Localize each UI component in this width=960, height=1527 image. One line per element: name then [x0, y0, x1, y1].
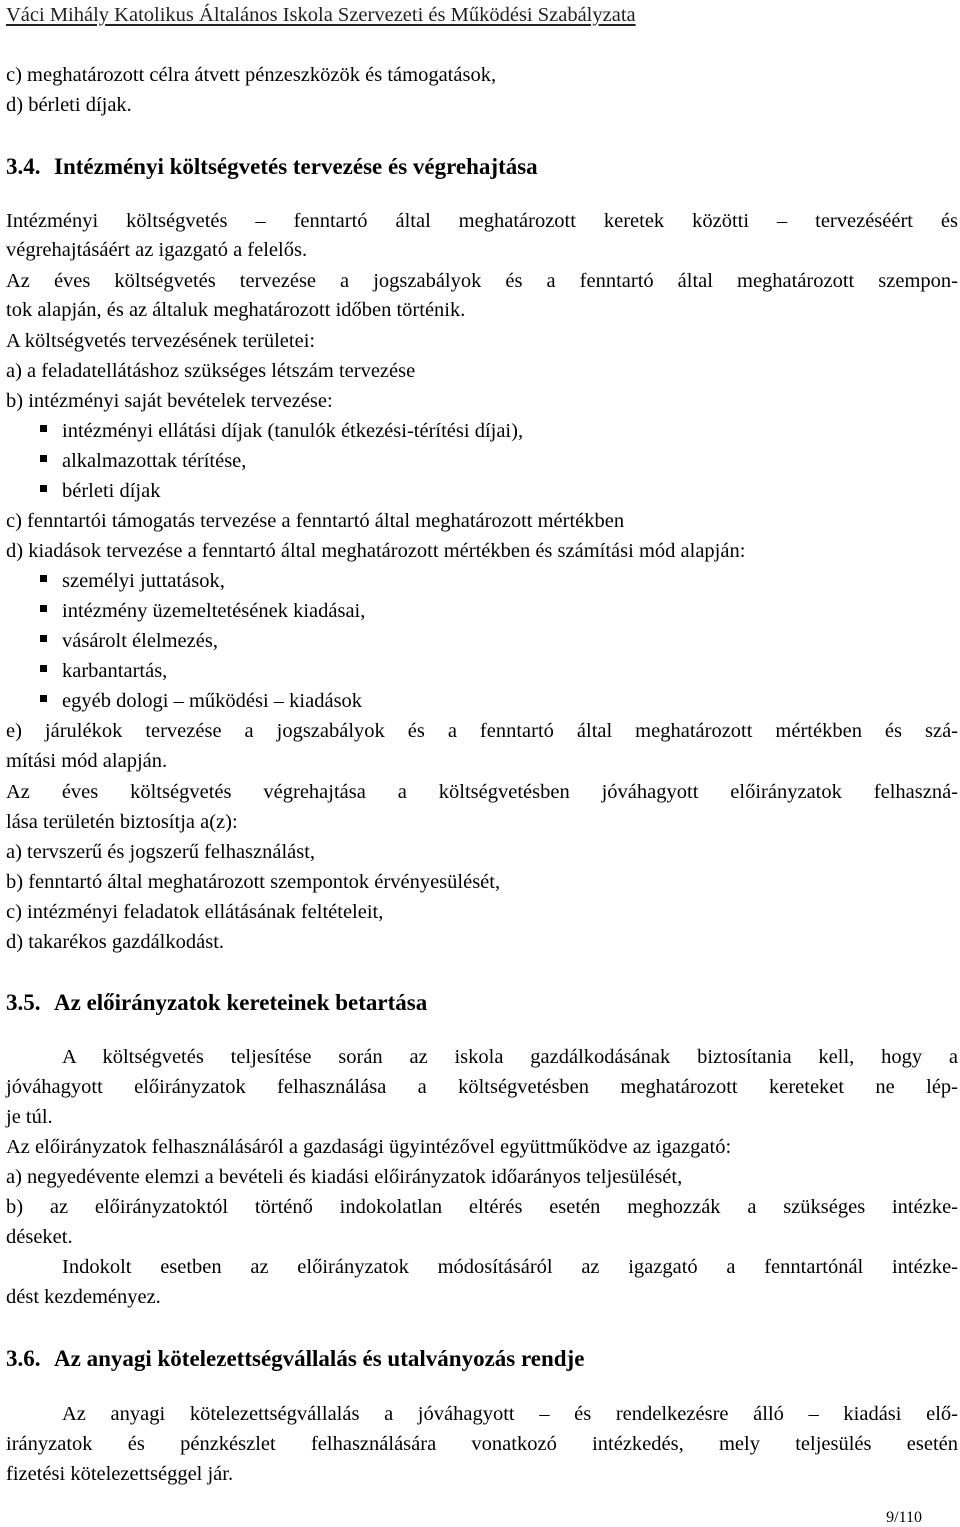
list-item: b) az előirányzatoktól történő indokolatlan eltérés esetén meghozzák a szükséges intézke- — [6, 1196, 958, 1218]
bullet-square-icon — [40, 485, 47, 492]
bullet-square-icon — [40, 575, 47, 582]
paragraph-line: A költségvetés teljesítése során az iskola gazdálkodásának biztosítania kell, hogy a — [62, 1046, 958, 1068]
list-item: d) kiadások tervezése a fenntartó által meghatározott mértékben és számítási mód alapján: — [6, 540, 746, 562]
paragraph-line: dést kezdeményez. — [6, 1286, 161, 1308]
bullet-item: intézményi ellátási díjak (tanulók étkezési-térítési díjai), — [40, 421, 523, 442]
paragraph-line: je túl. — [6, 1106, 53, 1128]
section-title: Intézményi költségvetés tervezése és végrehajtása — [54, 154, 538, 179]
list-item: c) meghatározott célra átvett pénzeszközök és támogatások, — [6, 64, 497, 86]
list-item: a) tervszerű és jogszerű felhasználást, — [6, 841, 316, 863]
list-item: c) fenntartói támogatás tervezése a fenntartó által meghatározott mértékben — [6, 510, 625, 532]
bullet-item: vásárolt élelmezés, — [40, 631, 218, 652]
list-item: mítási mód alapján. — [6, 750, 168, 772]
section-title: Az előirányzatok kereteinek betartása — [54, 990, 428, 1015]
section-heading-3-4 — [6, 155, 538, 178]
bullet-item: személyi juttatások, — [40, 571, 225, 592]
paragraph-line: A költségvetés tervezésének területei: — [6, 330, 316, 352]
bullet-item: karbantartás, — [40, 661, 167, 682]
paragraph-line: Intézményi költségvetés – fenntartó által meghatározott keretek közötti – tervezéséért és — [6, 210, 958, 232]
list-item: déseket. — [6, 1226, 73, 1248]
bullet-square-icon — [40, 665, 47, 672]
list-item: b) intézményi saját bevételek tervezése: — [6, 390, 333, 412]
list-item: a) negyedévente elemzi a bevételi és kiadási előirányzatok időarányos teljesülését, — [6, 1166, 683, 1188]
list-item: d) bérleti díjak. — [6, 94, 132, 116]
paragraph-line: Indokolt esetben az előirányzatok módosításáról az igazgató a fenntartónál intézke- — [62, 1256, 958, 1278]
list-item: e) járulékok tervezése a jogszabályok és a fenntartó által meghatározott mértékben és szá- — [6, 720, 958, 742]
bullet-square-icon — [40, 425, 47, 432]
bullet-item: egyéb dologi – működési – kiadások — [40, 691, 362, 712]
section-number: 3.6. — [6, 1346, 41, 1371]
bullet-square-icon — [40, 605, 47, 612]
section-number: 3.5. — [6, 990, 41, 1015]
page-header: Váci Mihály Katolikus Általános Iskola Szervezeti és Működési Szabályzata — [6, 4, 636, 26]
section-heading-3-6 — [6, 1347, 584, 1370]
paragraph-line: fizetési kötelezettséggel jár. — [6, 1463, 234, 1485]
bullet-square-icon — [40, 635, 47, 642]
paragraph-line: végrehajtásáért az igazgató a felelős. — [6, 239, 308, 261]
bullet-item: bérleti díjak — [40, 481, 160, 502]
section-title: Az anyagi kötelezettségvállalás és utalványozás rendje — [54, 1346, 585, 1371]
paragraph-line: Az előirányzatok felhasználásáról a gazdasági ügyintézővel együttműködve az igazgató: — [6, 1136, 732, 1158]
bullet-square-icon — [40, 455, 47, 462]
paragraph-line: lása területén biztosítja a(z): — [6, 811, 238, 833]
list-item: b) fenntartó által meghatározott szempontok érvényesülését, — [6, 871, 501, 893]
paragraph-line: irányzatok és pénzkészlet felhasználására vonatkozó intézkedés, mely teljesülés esetén — [6, 1433, 958, 1455]
list-item: a) a feladatellátáshoz szükséges létszám tervezése — [6, 360, 416, 382]
page-number: 9/110 — [886, 1509, 922, 1526]
bullet-item: intézmény üzemeltetésének kiadásai, — [40, 601, 365, 622]
bullet-item: alkalmazottak térítése, — [40, 451, 246, 472]
bullet-square-icon — [40, 695, 47, 702]
section-number: 3.4. — [6, 154, 41, 179]
list-item: d) takarékos gazdálkodást. — [6, 931, 225, 953]
paragraph-line: Az éves költségvetés végrehajtása a költségvetésben jóváhagyott előirányzatok felhaszná- — [6, 781, 958, 803]
paragraph-line: Az anyagi kötelezettségvállalás a jóváhagyott – és rendelkezésre álló – kiadási elő- — [62, 1403, 958, 1425]
paragraph-line: Az éves költségvetés tervezése a jogszabályok és a fenntartó által meghatározott szempon- — [6, 270, 958, 292]
section-heading-3-5 — [6, 991, 427, 1014]
list-item: c) intézményi feladatok ellátásának feltételeit, — [6, 901, 384, 923]
paragraph-line: tok alapján, és az általuk meghatározott időben történik. — [6, 299, 466, 321]
paragraph-line: jóváhagyott előirányzatok felhasználása a költségvetésben meghatározott kereteket ne lép- — [6, 1076, 958, 1098]
